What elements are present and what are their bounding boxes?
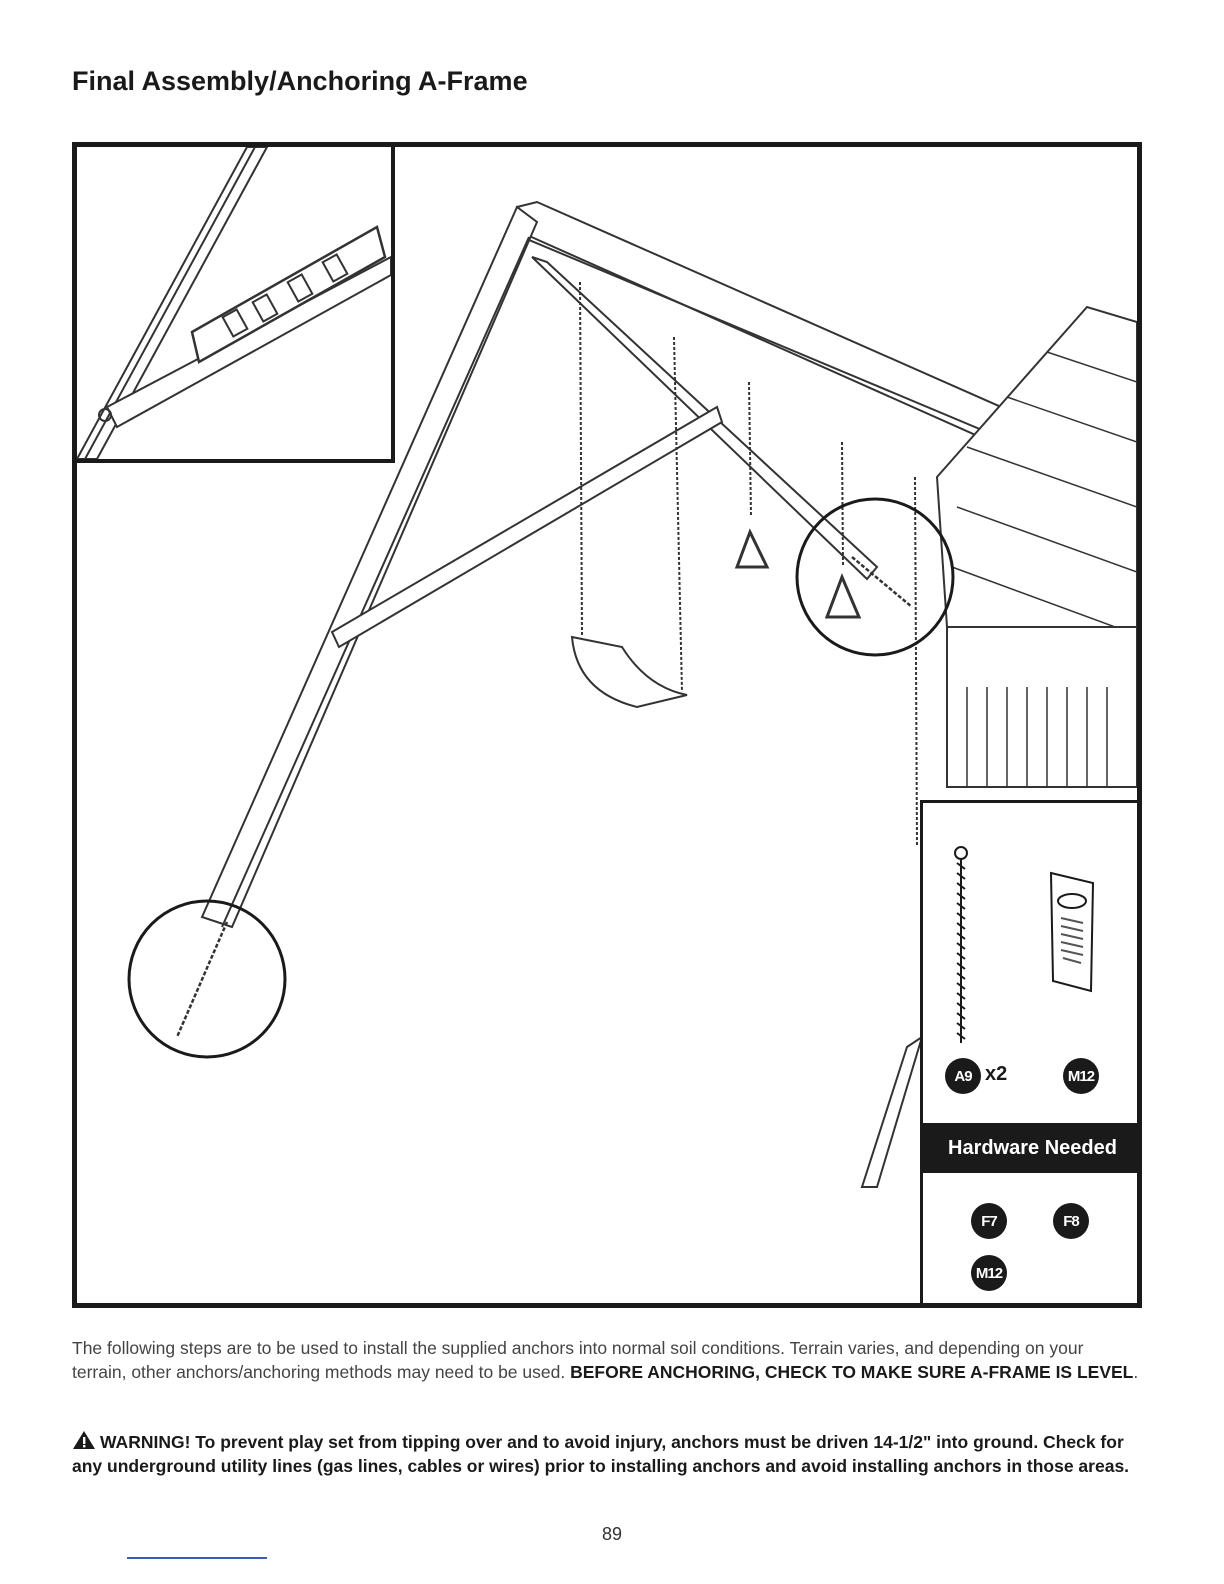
page-title: Final Assembly/Anchoring A-Frame <box>72 66 528 96</box>
level-detail-inset <box>77 147 395 463</box>
footer-divider <box>127 1557 267 1559</box>
page-number: 89 <box>601 1524 623 1544</box>
warning-paragraph <box>72 1430 1142 1478</box>
hardware-needed-header: Hardware Needed <box>923 1123 1142 1173</box>
part-badge-m12-needed: M12 <box>971 1255 1007 1291</box>
warning-text: To prevent play set from tipping over and to avoid injury, anchors must be driven 14-1/2" into ground. Check for any underground utility lines (gas lines, cables or wires) prior to installing anchors and avoid installing anchors in those areas. <box>72 1432 1130 1476</box>
hardware-panel <box>920 800 1142 1308</box>
assembly-illustration <box>72 142 1142 1308</box>
intro-text: The following steps are to be used to install the supplied anchors into normal soil conditions. Terrain varies, and depending on your terrain, other anchors/anchoring methods may need to be used. <box>72 1338 1084 1382</box>
part-badge-m12: M12 <box>1063 1058 1099 1094</box>
level-tool-drawing <box>77 147 391 459</box>
ground-anchor-icon <box>955 847 967 1043</box>
intro-end: . <box>1133 1362 1139 1382</box>
warning-triangle-icon <box>72 1430 96 1450</box>
warning-plaque-icon <box>1051 873 1093 991</box>
intro-paragraph <box>72 1336 1142 1384</box>
part-badge-a9: A9 <box>945 1058 981 1094</box>
part-badge-f8: F8 <box>1053 1203 1089 1239</box>
hardware-shown-area <box>923 803 1142 1123</box>
intro-emphasis: BEFORE ANCHORING, CHECK TO MAKE SURE A-FRAME IS LEVEL <box>570 1362 1134 1382</box>
part-quantity-a9: x2 <box>985 1063 1008 1085</box>
part-badge-f7: F7 <box>971 1203 1007 1239</box>
warning-label: WARNING! <box>100 1432 191 1452</box>
